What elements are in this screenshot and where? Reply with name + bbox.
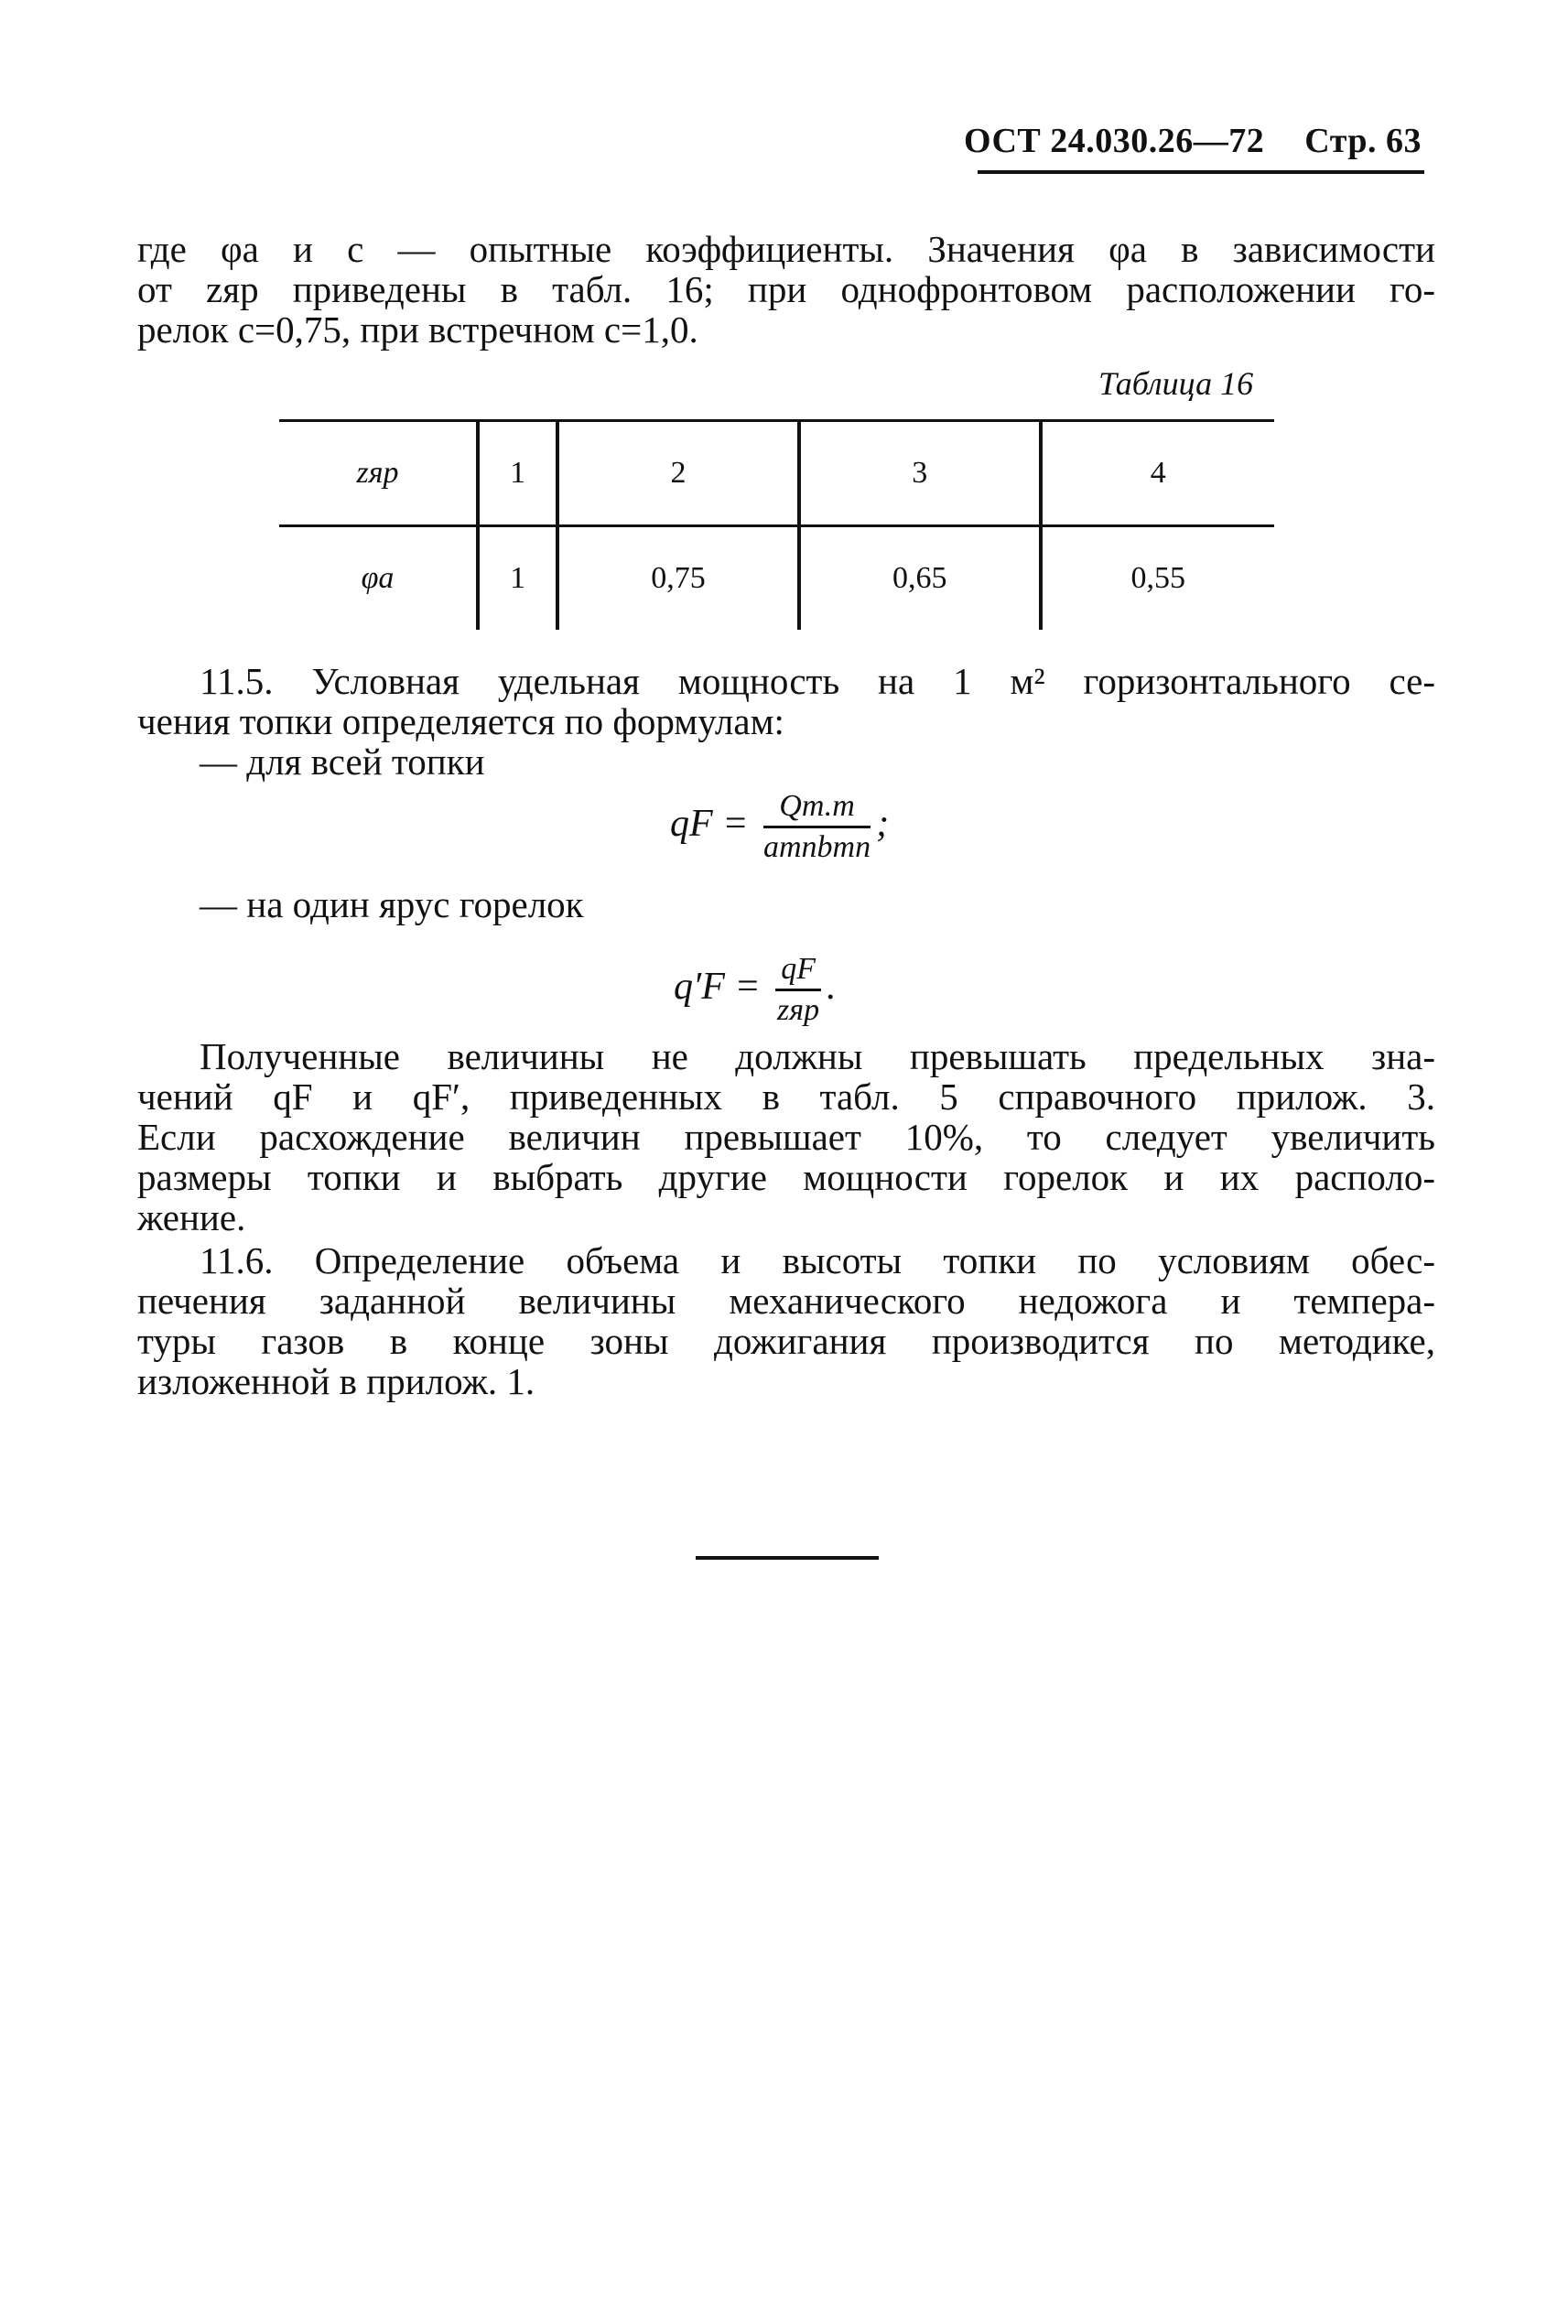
formula-end: ; [876,803,890,846]
table-cell: 0,65 [799,526,1041,631]
fraction [763,789,871,865]
section-11-6-line-3: туры газов в конце зоны дожигания производится по методике, [137,1320,1435,1362]
standard-number: ОСТ 24.030.26—72 [963,122,1265,160]
table-cell: 3 [799,421,1041,526]
formula-qf-prime: q′F = $\frac{qF}{\text{zяр}}$ . [674,952,837,1027]
row-label-phi: φa [361,561,395,595]
section-11-6-line-2: печения заданной величины механического недожога и темпера- [137,1280,1435,1322]
results-line-1: Полученные величины не должны превышать предельных зна- [200,1035,1435,1077]
row-label-zyar: zяр [279,421,478,526]
header-underline [978,170,1424,174]
table-cell: 1 [478,526,557,631]
coefficient-table [279,419,1274,630]
results-line-5: жение. [137,1196,246,1238]
table-row [279,526,1274,631]
page-header [964,121,1422,161]
section-11-6-line-4: изложенной в прилож. 1. [137,1360,535,1402]
fraction [775,952,821,1028]
intro-line-1: где φa и c — опытные коэффициенты. Значения φa в зависимости [137,228,1435,270]
section-11-5-line-2: чения топки определяется по формулам: [137,700,784,742]
results-paragraph [137,1036,1435,1238]
fraction-numerator: Qт.т [763,789,871,828]
section-11-6 [137,1240,1435,1401]
formula-end: . [826,966,837,1009]
intro-line-2: от zяр приведены в табл. 16; при однофронтовом расположении го- [137,268,1435,310]
table-cell: 2 [557,421,799,526]
results-line-3: Если расхождение величин превышает 10%, то следует увеличить [137,1116,1435,1158]
fraction-denominator: aтпbтп [763,830,871,864]
list-item-one-tier-text: — на один ярус горелок [200,883,584,925]
list-item-whole-furnace: — для всей топки [200,740,485,783]
fraction-denominator: zяр [777,993,820,1027]
page-number: Стр. 63 [1304,122,1422,160]
intro-paragraph [137,229,1435,350]
results-line-2: чений qF и qF′, приведенных в табл. 5 справочного прилож. 3. [137,1076,1435,1118]
formula-qf: qF = $\frac{Qт.т}{\text{aтпbтп}}$ ; [670,789,890,864]
table-cell: 4 [1041,421,1274,526]
table-cell: 0,55 [1041,526,1274,631]
formula-lhs: q′F [674,966,725,1009]
table-caption: Таблица 16 [1098,365,1254,402]
section-11-5-line-1: 11.5. Условная удельная мощность на 1 м² горизонтального се- [200,660,1435,702]
table-cell: 0,75 [557,526,799,631]
table-row [279,421,1274,526]
fraction-numerator: qF [775,952,821,991]
end-divider [696,1556,879,1560]
results-line-4: размеры топки и выбрать другие мощности горелок и их располо- [137,1156,1435,1198]
section-11-6-line-1: 11.6. Определение объема и высоты топки по условиям обес- [200,1239,1435,1281]
intro-line-3: релок c=0,75, при встречном c=1,0. [137,308,698,351]
formula-lhs: qF [670,803,713,846]
table-cell: 1 [478,421,557,526]
list-item-one-tier [137,884,1435,924]
section-11-5 [137,661,1435,782]
